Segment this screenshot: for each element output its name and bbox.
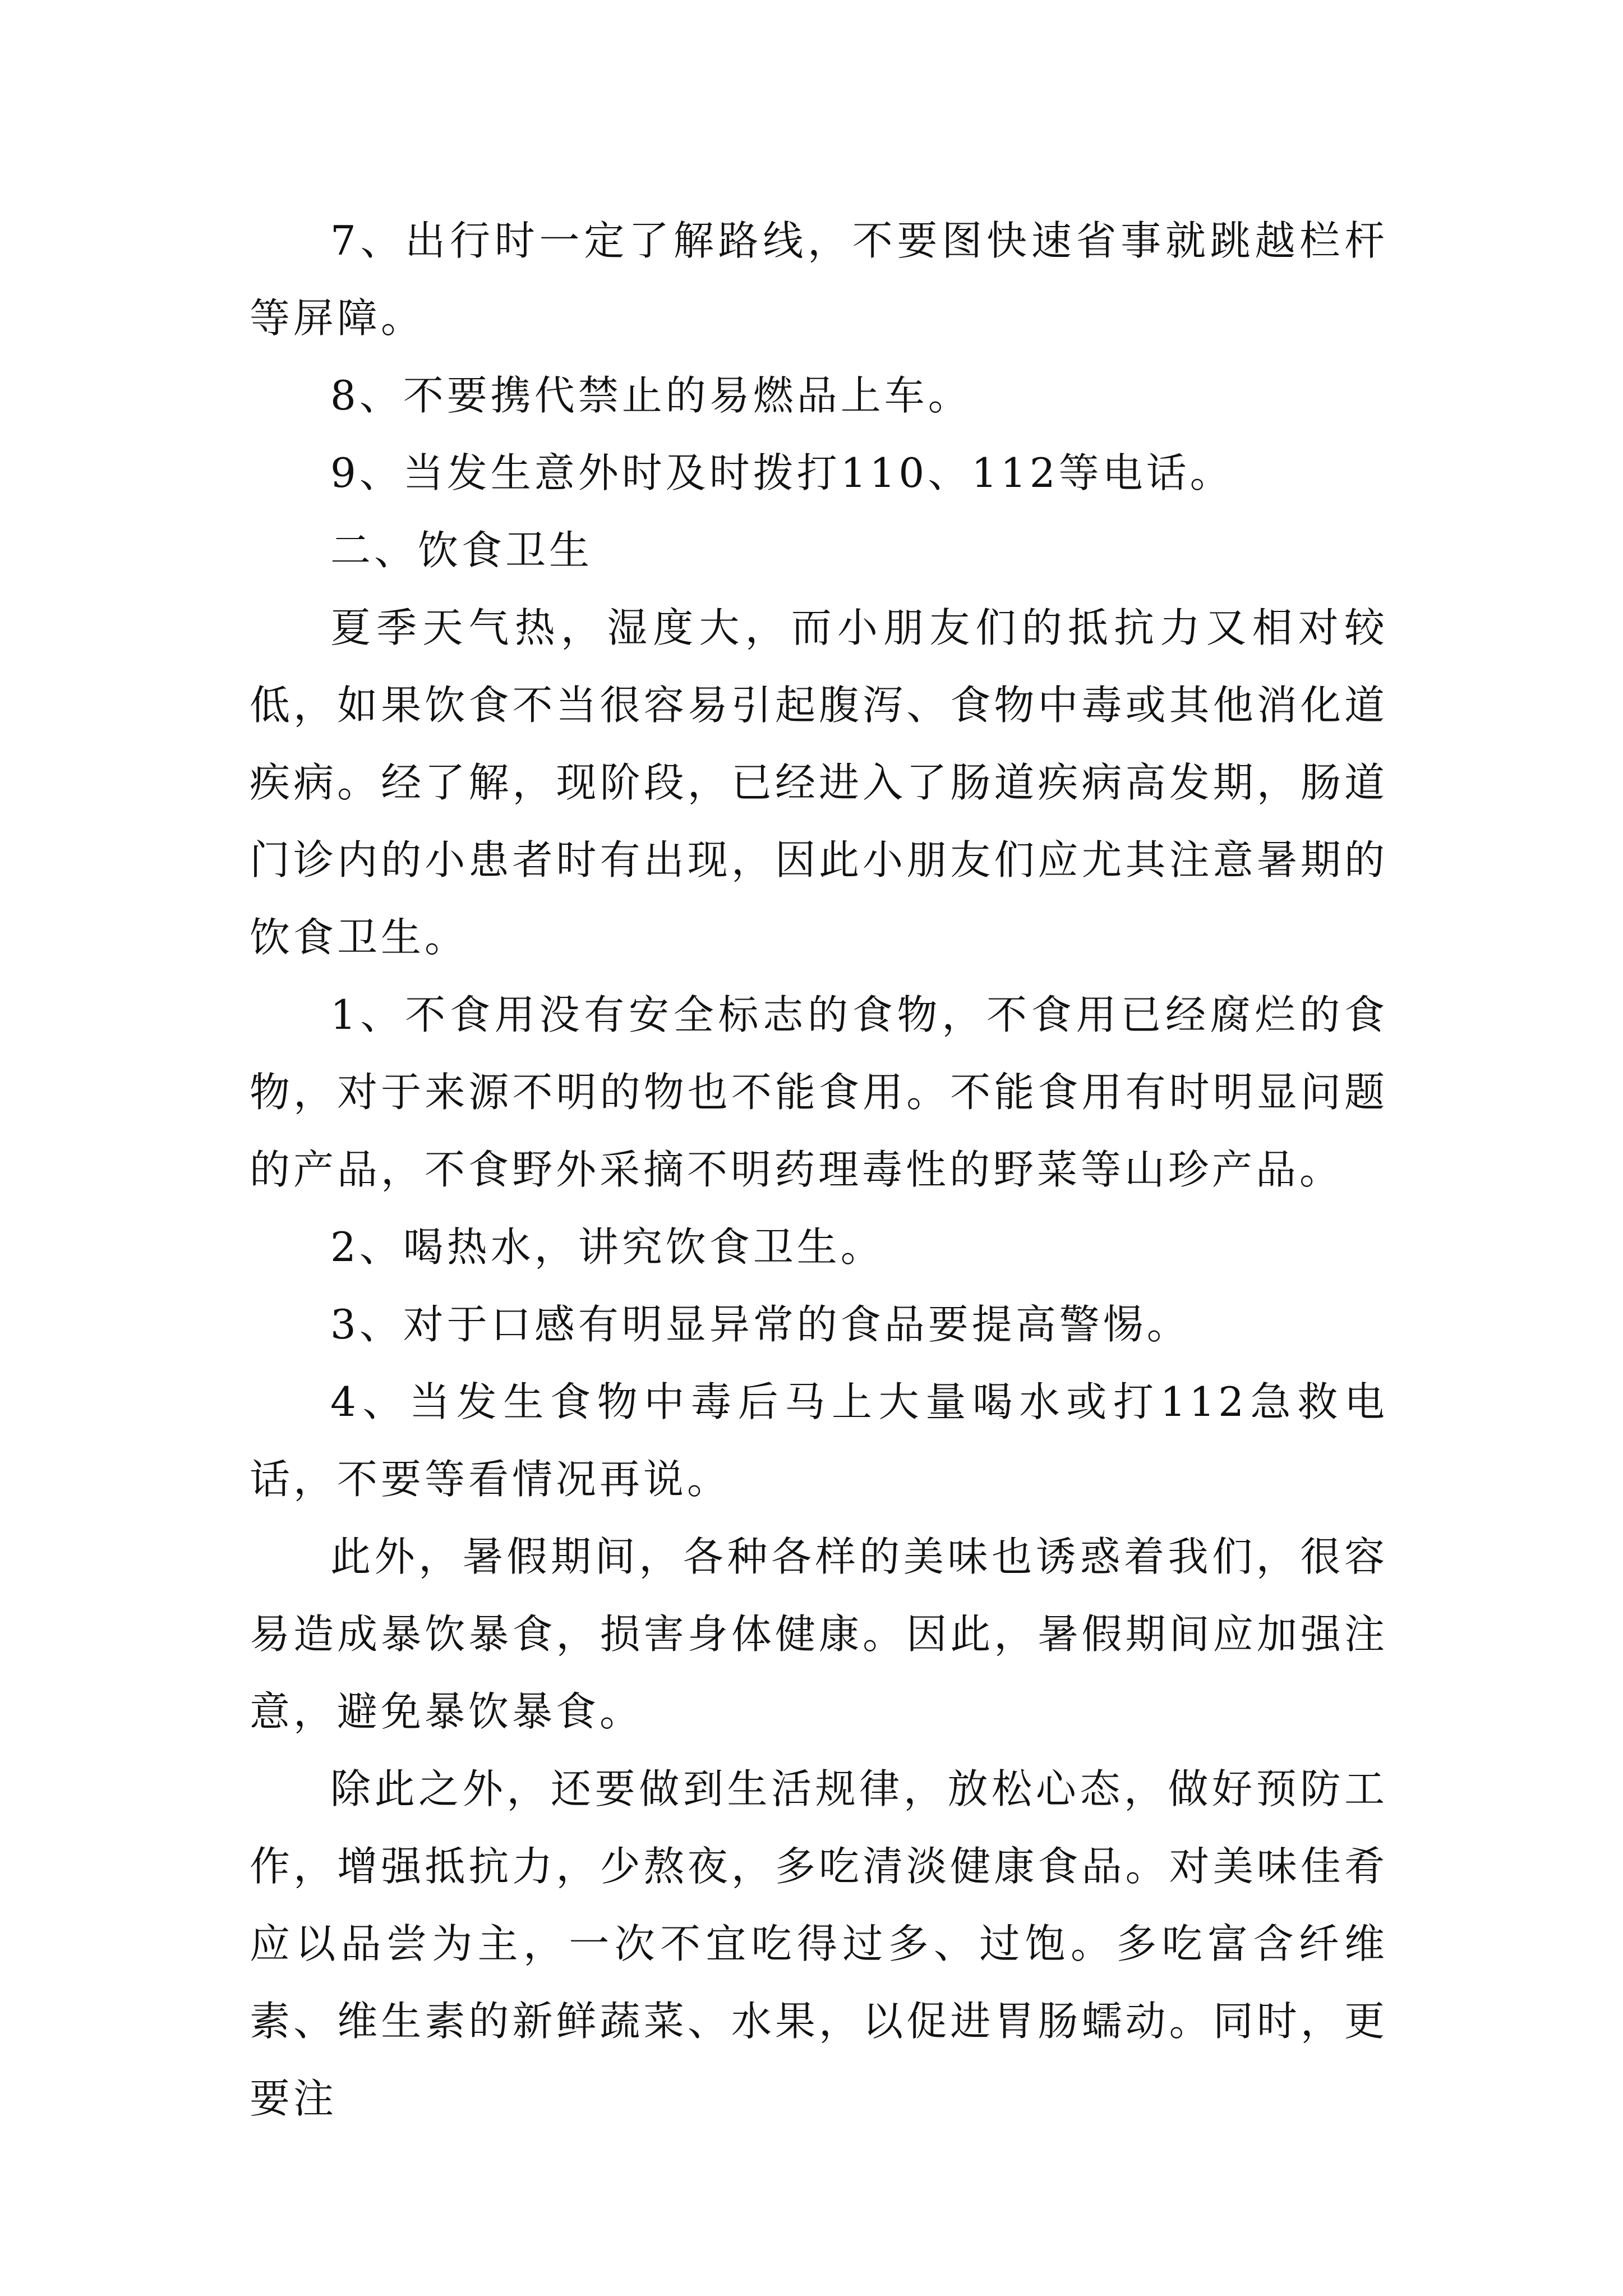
document-body — [250, 202, 1388, 2137]
section-heading-diet-hygiene: 二、饮食卫生 — [330, 527, 593, 574]
paragraph-diet-item-1: 1、不食用没有安全标志的食物，不食用已经腐烂的食物，对于来源不明的物也不能食用。不能食用有时明显问题的产品，不食野外采摘不明药理毒性的野菜等山珍产品。 — [250, 991, 1388, 1193]
paragraph-healthy-habits: 除此之外，还要做到生活规律，放松心态，做好预防工作，增强抵抗力，少熬夜，多吃清淡健康食品。对美味佳肴应以品尝为主，一次不宜吃得过多、过饱。多吃富含纤维素、维生素的新鲜蔬菜、水果，以促进胃肠蠕动。同时，更要注 — [250, 1765, 1388, 2122]
paragraph-diet-intro: 夏季天气热，湿度大，而小朋友们的抵抗力又相对较低，如果饮食不当很容易引起腹泻、食物中毒或其他消化道疾病。经了解，现阶段，已经进入了肠道疾病高发期，肠道门诊内的小患者时有出现，因此小朋友们应尤其注意暑期的饮食卫生。 — [250, 604, 1388, 961]
paragraph-safety-item-9: 9、当发生意外时及时拨打110、112等电话。 — [330, 449, 1234, 496]
paragraph-safety-item-7: 7、出行时一定了解路线，不要图快速省事就跳越栏杆等屏障。 — [250, 217, 1388, 342]
paragraph-diet-item-2: 2、喝热水，讲究饮食卫生。 — [330, 1223, 884, 1271]
paragraph-overeating: 此外，暑假期间，各种各样的美味也诱惑着我们，很容易造成暴饮暴食，损害身体健康。因此，暑假期间应加强注意，避免暴饮暴食。 — [250, 1533, 1388, 1735]
paragraph-diet-item-3: 3、对于口感有明显异常的食品要提高警惕。 — [330, 1301, 1191, 1348]
paragraph-diet-item-4: 4、当发生食物中毒后马上大量喝水或打112急救电话，不要等看情况再说。 — [250, 1378, 1388, 1503]
paragraph-safety-item-8: 8、不要携代禁止的易燃品上车。 — [330, 372, 972, 419]
